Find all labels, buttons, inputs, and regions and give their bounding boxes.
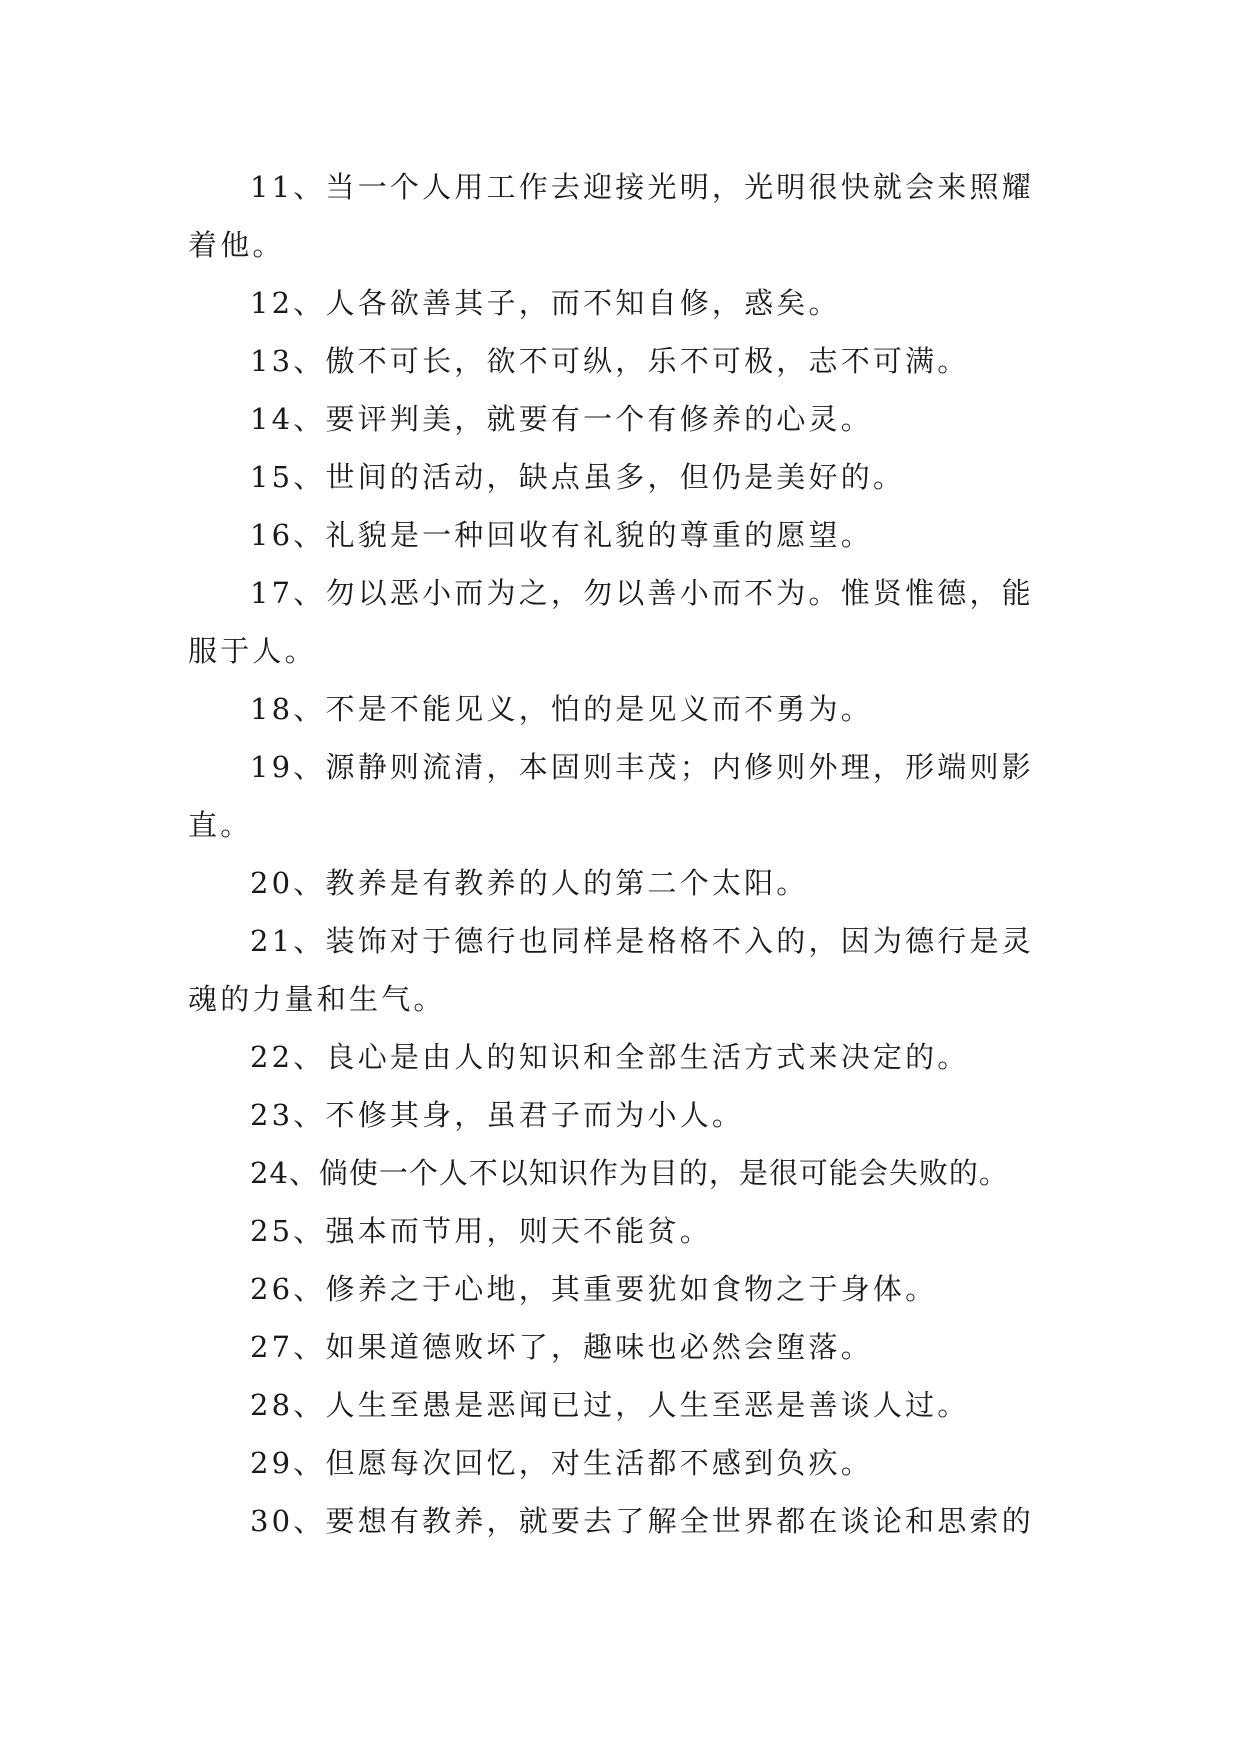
- paragraph-26: 26、修养之于心地，其重要犹如食物之于身体。: [250, 1272, 938, 1306]
- paragraph-18: 18、不是不能见义，怕的是见义而不勇为。: [250, 692, 873, 726]
- paragraph-20: 20、教养是有教养的人的第二个太阳。: [250, 866, 809, 900]
- paragraph-29: 29、但愿每次回忆，对生活都不感到负疚。: [250, 1446, 873, 1480]
- document-body: [188, 158, 1050, 1550]
- paragraph-12: 12、人各欲善其子，而不知自修，惑矣。: [250, 286, 841, 320]
- paragraph-24: 24、倘使一个人不以知识作为目的，是很可能会失败的。: [250, 1156, 1009, 1190]
- paragraph-28: 28、人生至愚是恶闻已过，人生至恶是善谈人过。: [250, 1388, 970, 1422]
- paragraph-14: 14、要评判美，就要有一个有修养的心灵。: [250, 402, 873, 436]
- paragraph-15: 15、世间的活动，缺点虽多，但仍是美好的。: [250, 460, 906, 494]
- paragraph-30: 30、要想有教养，就要去了解全世界都在谈论和思索的: [250, 1504, 1034, 1538]
- paragraph-16: 16、礼貌是一种回收有礼貌的尊重的愿望。: [250, 518, 873, 552]
- paragraph-11: 11、当一个人用工作去迎接光明，光明很快就会来照耀着他。: [188, 170, 1034, 262]
- paragraph-13: 13、傲不可长，欲不可纵，乐不可极，志不可满。: [250, 344, 970, 378]
- paragraph-23: 23、不修其身，虽君子而为小人。: [250, 1098, 745, 1132]
- paragraph-19: 19、源静则流清，本固则丰茂；内修则外理，形端则影直。: [188, 750, 1034, 842]
- paragraph-22: 22、良心是由人的知识和全部生活方式来决定的。: [250, 1040, 970, 1074]
- paragraph-25: 25、强本而节用，则天不能贫。: [250, 1214, 712, 1248]
- paragraph-21: 21、装饰对于德行也同样是格格不入的，因为德行是灵魂的力量和生气。: [188, 924, 1034, 1016]
- paragraph-27: 27、如果道德败坏了，趣味也必然会堕落。: [250, 1330, 873, 1364]
- paragraph-17: 17、勿以恶小而为之，勿以善小而不为。惟贤惟德，能服于人。: [188, 576, 1034, 668]
